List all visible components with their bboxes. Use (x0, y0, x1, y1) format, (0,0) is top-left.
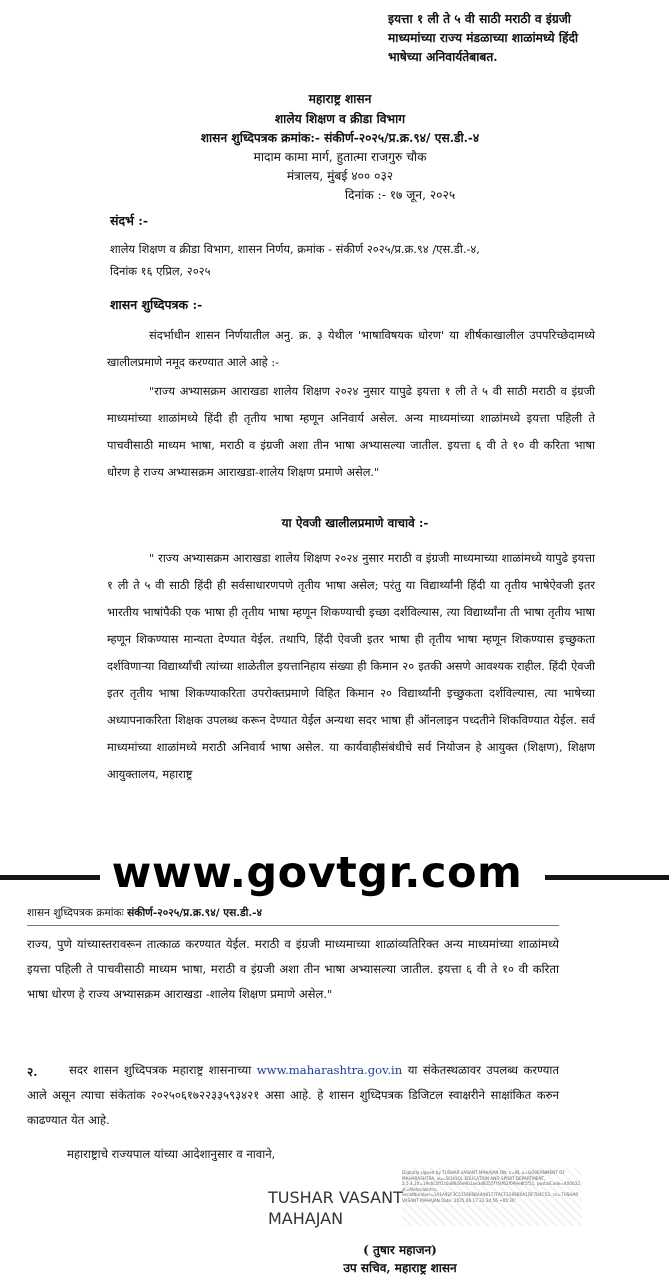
signatory-line: TUSHAR VASANT (268, 1188, 403, 1207)
watermark-rule-right (545, 875, 669, 880)
website-link[interactable]: www.maharashtra.gov.in (256, 1063, 403, 1077)
item2-paragraph (27, 1058, 559, 1133)
signatory-name-marathi: ( तुषार महाजन) (363, 1243, 437, 1257)
subject-line: माध्यमांच्या राज्य मंडळाच्या शाळांमध्ये हिंदी (388, 31, 579, 45)
govt-title: महाराष्ट्र शासन (308, 92, 372, 106)
corrigendum-intro: संदर्भाधीन शासन निर्णयातील अनु. क्र. ३ येथील 'भाषाविषयक धोरण' या शीर्षकाखालील उपपरिच्छेदामध्ये खालीलप्रमाणे नमूद करण्यात आले आहे :- (107, 328, 595, 369)
item-number: २. (27, 1065, 38, 1079)
page-header-prefix: शासन शुध्दिपत्रक क्रमांकः (27, 907, 128, 919)
by-order-line: महाराष्ट्राचे राज्यपाल यांच्या आदेशानुसार व नावाने, (67, 1147, 276, 1161)
item2-text: या संकेतस्थळावर उपलब्ध करण्यात आले असून त्याचा संकेतांक २०२५०६१७२२३३५९३४२१ असा आहे. हे शासन शुध्दिपत्रक डिजिटल स्वाक्षरीने साक्षांकित करुन काढण्यात येत आहे. (27, 1063, 559, 1127)
corrigendum-number: शासन शुध्दिपत्रक क्रमांक:- संकीर्ण-२०२५/प्र.क्र.९४/ एस.डी.-४ (200, 131, 480, 145)
original-text-quote: "राज्य अभ्यासक्रम आराखडा शालेय शिक्षण २०२४ नुसार यापुढे इयत्ता १ ली ते ५ वी साठी मराठी व इंग्रजी माध्यमांच्या शाळांमध्ये हिंदी ही तृतीय भाषा म्हणून अनिवार्य असेल. अन्य माध्यमांच्या शाळांमध्ये इयत्ता पहिली ते पाचवीसाठी माध्यम भाषा, मराठी व इंग्रजी अशा तीन भाषा अभ्यासल्या जातील. इयत्ता ६ वी ते १० वी करिता भाषा धोरण हे राज्य अभ्यासक्रम आराखडा-शालेय शिक्षण प्रमाणे असेल." (107, 384, 595, 479)
digital-signature-details: Digitally signed by TUSHAR VASANT MAHAJAN DN: c=IN, o=GOVERNMENT OF MAHARASHTRA, ou=SCHOOL EDUCATION AND SPORT DEPARTMENT, 2.5.4.20=19c6c2ff1c0a8926e9b1ae3d8255f7f4f62f099e8f1f11, postalCode=400032, st=Maharashtra, serialNumber=1A1A92F3C5159E6BA4A8177FACF2266B0A1DF7B4C53, cn=TUSHAR VASANT MAHAJAN Date: 2025.06.17 22:34:56 +05'30' (402, 1170, 582, 1203)
watermark-text: www.govtgr.com (111, 848, 523, 898)
signatory-designation: उप सचिव, महाराष्ट्र शासन (343, 1261, 457, 1275)
read-instead-heading: या ऐवजी खालीलप्रमाणे वाचावे :- (281, 516, 429, 530)
subject-block (388, 10, 658, 67)
item2-text: सदर शासन शुध्दिपत्रक महाराष्ट्र शासनाच्या (69, 1063, 257, 1077)
document-date: दिनांक :- १७ जून, २०२५ (344, 188, 456, 202)
signatory-line: MAHAJAN (268, 1209, 344, 1228)
replacement-text: " राज्य अभ्यासक्रम आराखडा शालेय शिक्षण २०२४ नुसार मराठी व इंग्रजी माध्यमाच्या शाळांमध्ये यापुढे इयत्ता १ ली ते ५ वी साठी हिंदी ही सर्वसाधारणपणे तृतीय भाषा असेल; परंतु या विद्यार्थ्यांनी हिंदी या तृतीय भाषेऐवजी इतर भारतीय भाषांपैकी एक भाषा ही तृतीय भाषा म्हणून शिकण्याची इच्छा दर्शविल्यास, त्या विद्यार्थ्यांना ती भाषा तृतीय भाषा म्हणून शिकण्यास मान्यता देण्यात येईल. तथापि, हिंदी ऐवजी इतर भाषा ही तृतीय भाषा म्हणून शिकण्यास इच्छुकता दर्शविणाऱ्या विद्यार्थ्यांची त्यांच्या शाळेतील इयत्तानिहाय संख्या ही किमान २० इतकी असणे आवश्यक राहील. हिंदी ऐवजी इतर तृतीय भाषा शिकण्याकरिता उपरोक्तप्रमाणे विहित किमान २० विद्यार्थ्यांनी इच्छुकता दर्शविल्यास, त्या भाषेच्या अध्यापनाकरिता शिक्षक उपलब्ध करून देण्यात येईल अन्यथा सदर भाषा ही ऑनलाइन पध्दतीने शिकविण्यात येईल. सर्व माध्यमांच्या शाळांमध्ये मराठी अनिवार्य भाषा असेल. या कार्यवाहीसंबंधीचे सर्व नियोजन हे आयुक्त (शिक्षण), शिक्षण आयुक्तालय, महाराष्ट्र (107, 551, 595, 781)
continuation-paragraph: राज्य, पुणे यांच्यास्तरावरून तात्काळ करण्यात येईल. मराठी व इंग्रजी माध्यमाच्या शाळांव्यतिरिक्त अन्य माध्यमांच्या शाळांमध्ये इयत्ता पहिली ते पाचवीसाठी माध्यम भाषा, मराठी व इंग्रजी अशा तीन भाषा अभ्यासल्या जातील. इयत्ता ६ वी ते १० वी करिता भाषा धोरण हे राज्य अभ्यासक्रम आराखडा -शालेय शिक्षण प्रमाणे असेल." (27, 937, 559, 1001)
reference-heading: संदर्भ :- (110, 213, 149, 228)
subject-line: इयत्ता १ ली ते ५ वी साठी मराठी व इंग्रजी (388, 12, 571, 26)
reference-text (110, 238, 598, 282)
page-header-ref: संकीर्ण-२०२५/प्र.क्र.९४/ एस.डी.-४ (127, 907, 262, 919)
watermark-rule-left (0, 875, 100, 880)
address-line: मादाम कामा मार्ग, हुतात्मा राजगुरु चौक (253, 150, 427, 164)
reference-line: शालेय शिक्षण व क्रीडा विभाग, शासन निर्णय, क्रमांक - संकीर्ण २०२५/प्र.क्र.९४ /एस.डी.-४, (110, 242, 480, 256)
reference-line: दिनांक १६ एप्रिल, २०२५ (110, 264, 211, 278)
page-header (27, 906, 262, 920)
signatory-name (268, 1187, 403, 1229)
department-title: शालेय शिक्षण व क्रीडा विभाग (274, 112, 406, 126)
subject-line: भाषेच्या अनिवार्यतेबाबत. (388, 50, 498, 64)
address-line: मंत्रालय, मुंबई ४०० ०३२ (286, 169, 394, 183)
header-divider (27, 925, 559, 926)
corrigendum-heading: शासन शुध्दिपत्रक :- (110, 297, 203, 312)
